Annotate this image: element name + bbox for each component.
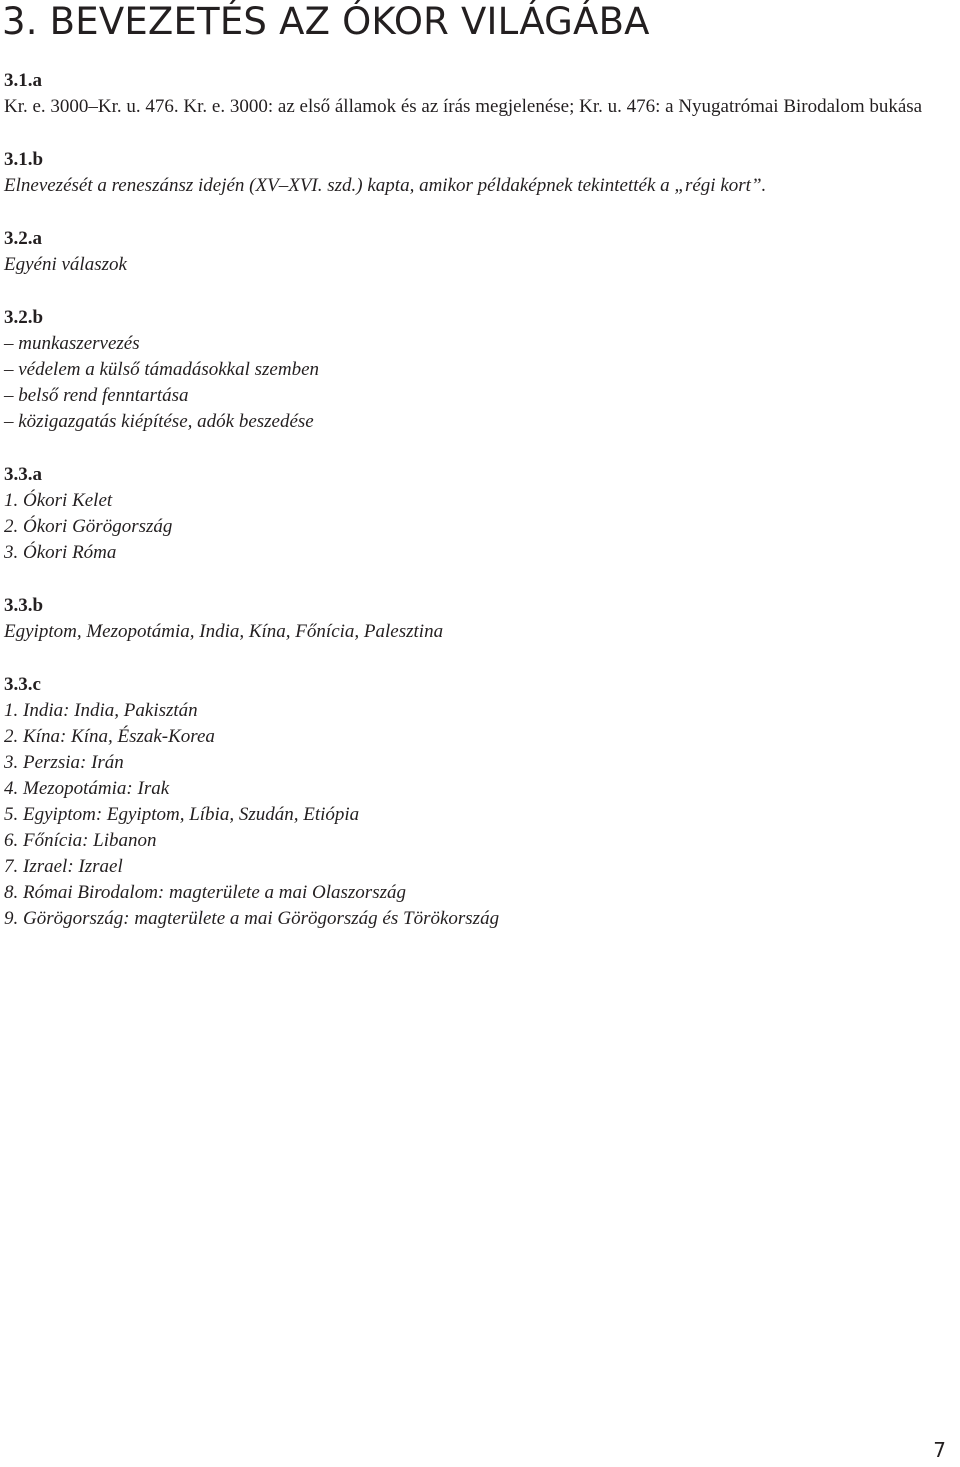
section-3-1-a (4, 68, 954, 120)
answer-line: Egyiptom, Mezopotámia, India, Kína, Főnícia, Palesztina (4, 621, 444, 642)
answer-line: Egyéni válaszok (4, 254, 127, 275)
section-3-1-b (4, 147, 954, 199)
section-heading: 3.3.b (4, 595, 44, 616)
list-item: 6. Főnícia: Libanon (4, 830, 157, 851)
answer-line: Kr. e. 3000–Kr. u. 476. Kr. e. 3000: az első államok és az írás megjelenése; Kr. u. 476: a Nyugatrómai Birodalom bukása (4, 96, 923, 117)
list-item: 5. Egyiptom: Egyiptom, Líbia, Szudán, Etiópia (4, 804, 360, 825)
section-heading: 3.2.b (4, 307, 44, 328)
list-item: 4. Mezopotámia: Irak (4, 778, 170, 799)
list-item: 3. Ókori Róma (4, 542, 117, 563)
section-3-2-a (4, 226, 954, 278)
section-heading: 3.3.a (4, 464, 42, 485)
list-item: 3. Perzsia: Irán (4, 752, 124, 773)
section-3-2-b (4, 305, 954, 435)
list-item: – közigazgatás kiépítése, adók beszedése (4, 411, 314, 432)
section-heading: 3.2.a (4, 228, 42, 249)
section-3-3-b (4, 593, 954, 645)
list-item: – munkaszervezés (4, 333, 140, 354)
list-item: 9. Görögország: magterülete a mai Görögország és Törökország (4, 908, 500, 929)
answer-content (4, 68, 954, 959)
list-item: – belső rend fenntartása (4, 385, 189, 406)
list-item: 1. Ókori Kelet (4, 490, 113, 511)
section-heading: 3.3.c (4, 674, 41, 695)
page-number: 7 (933, 1438, 946, 1462)
section-heading: 3.1.a (4, 70, 42, 91)
list-item: – védelem a külső támadásokkal szemben (4, 359, 320, 380)
list-item: 2. Ókori Görögország (4, 516, 173, 537)
page-title: 3. BEVEZETÉS AZ ÓKOR VILÁGÁBA (2, 0, 650, 43)
answer-line: Elnevezését a reneszánsz idején (XV–XVI. szd.) kapta, amikor példaképnek tekintették a „régi kort”. (4, 175, 767, 196)
section-3-3-c (4, 672, 954, 932)
list-item: 1. India: India, Pakisztán (4, 700, 198, 721)
section-heading: 3.1.b (4, 149, 44, 170)
section-3-3-a (4, 462, 954, 566)
list-item: 8. Római Birodalom: magterülete a mai Olaszország (4, 882, 406, 903)
list-item: 2. Kína: Kína, Észak-Korea (4, 726, 215, 747)
list-item: 7. Izrael: Izrael (4, 856, 123, 877)
